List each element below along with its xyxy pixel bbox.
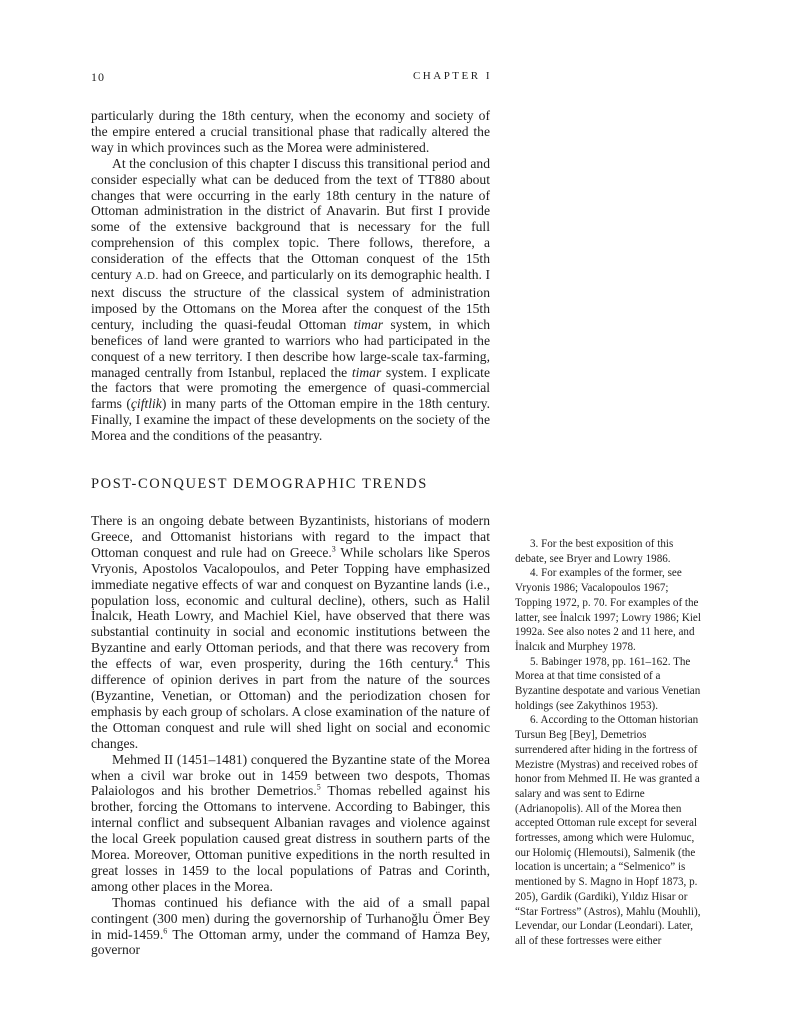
footnote-4: 4. For examples of the former, see Vryonis 1986; Vacalopoulos 1967; Topping 1972, p. 70. For examples of the latter, see İnalcık 1997; Lowry 1986; Kiel 1992a. See also notes 2 and 11 here, and İnalcık and Murphey 1978. <box>515 567 701 653</box>
footnote-5: 5. Babinger 1978, pp. 161–162. The Morea at that time consisted of a Byzantine despotate and various Venetian holdings (see Zakythinos 1953). <box>515 655 701 712</box>
footnote-3: 3. For the best exposition of this debate, see Bryer and Lowry 1986. <box>515 538 674 565</box>
intro-paragraph-2: At the conclusion of this chapter I discuss this transitional period and consider especially what can be deduced from the text of TT880 about changes that were occurring in the early 18th century in the nature of Ottoman administration in the district of Anavarin. But first I provide some of the extensive background that is necessary for the full comprehension of this complex topic. There follows, therefore, a consideration of the effects that the Ottoman conquest of the 15th century A.D. had on Greece, and particularly on its demographic health. I next discuss the structure of the classical system of administration imposed by the Ottomans on the Morea after the conquest of the 15th century, including the quasi-feudal Ottoman timar system, in which benefices of land were granted to warriors who had participated in the conquest of a new territory. I then describe how large-scale tax-farming, managed centrally from Istanbul, replaced the timar system. I explicate the factors that were promoting the emergence of quasi-commercial farms (çiftlik) in many parts of the Ottoman empire in the 18th century. Finally, I examine the impact of these developments on the society of the Morea and the conditions of the peasantry. <box>91 155 490 444</box>
section-body <box>91 513 490 958</box>
body-paragraph-3: Thomas continued his defiance with the aid of a small papal contingent (300 men) during the governorship of Turhanoğlu Ömer Bey in mid-1459.$^6$ The Ottoman army, under the command of Hamza Bey, governor <box>91 894 491 958</box>
body-paragraph-2: Mehmed II (1451–1481) conquered the Byzantine state of the Morea when a civil war broke out in 1459 between two despots, Thomas Palaiologos and his brother Demetrios.$^5$ Thomas rebelled against his brother, forcing the Ottomans to intervene. According to Babinger, this internal conflict and subsequent Albanian ravages and violence against the local Greek population caused great distress in southern parts of the Morea. Moreover, Ottoman punitive expeditions in the north resulted in great losses in 1459 to the local populations of Patras and Corinth, among other places in the Morea. <box>91 751 490 894</box>
intro-text <box>91 108 490 444</box>
section-heading: POST-CONQUEST DEMOGRAPHIC TRENDS <box>91 476 428 492</box>
footnote-6: 6. According to the Ottoman historian Tursun Beg [Bey], Demetrios surrendered after hiding in the fortress of Mezistre (Mystras) and received robes of honor from Mehmed II. He was granted a salary and was sent to Edirne (Adrianopolis). All of the Morea then accepted Ottoman rule except for several fortresses, among which were Hulomuc, our Holomiç (Hlemoutsi), Salmenik (the location is uncertain; a “Selmenico” is mentioned by S. Magno in Hopf 1873, p. 205), Gardik (Gardiki), Yıldız Hisar or “Star Fortress” (Astros), Mahlu (Mouhli), Levendar, our Londar (Leondari). Later, all of these fortresses were either <box>515 714 701 947</box>
footnote-ref-5: 5 <box>316 782 321 792</box>
running-header-chapter: CHAPTER I <box>412 70 492 82</box>
intro-paragraph-1: particularly during the 18th century, when the economy and society of the empire entered a crucial transitional phase that radically altered the way in which provinces such as the Morea were administered. <box>91 108 490 155</box>
footnotes-column <box>515 537 701 949</box>
page-number: 10 <box>91 70 105 84</box>
footnote-ref-4: 4 <box>453 655 458 665</box>
footnote-ref-3: 3 <box>331 544 336 554</box>
body-paragraph-1: There is an ongoing debate between Byzantinists, historians of modern Greece, and Ottomanist historians with regard to the impact that Ottoman conquest and rule had on Greece.$^3$ While scholars like Speros Vryonis, Apostolos Vacalopoulos, and Peter Topping have emphasized immediate negative effects of war and conquest on Byzantine lands (i.e., population loss, economic and cultural decline), others, such as Halil İnalcık, Heath Lowry, and Machiel Kiel, have observed that there was substantial continuity in social and economic institutions between the Byzantine and early Ottoman periods, and that there was recovery from the effects of war, even prosperity, during the 16th century.$^4$ This difference of opinion derives in part from the nature of the sources (Byzantine, Venetian, or Ottoman) and the periodization chosen for emphasis by each group of scholars. A close examination of the nature of the Ottoman conquest and rule will shed light on social and economic changes. <box>91 513 490 751</box>
footnote-ref-6: 6 <box>163 926 168 936</box>
